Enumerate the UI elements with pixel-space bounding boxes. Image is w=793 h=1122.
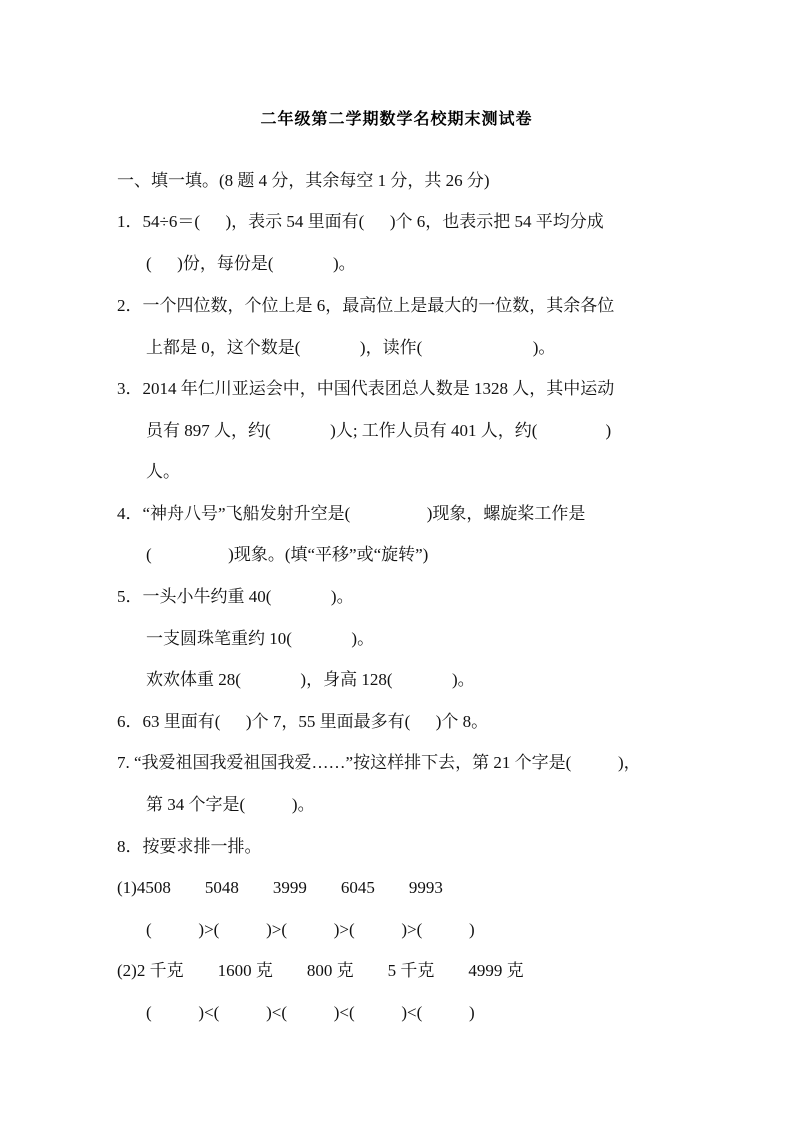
question-8-line-1: 8．按要求排一排。 [117, 837, 262, 856]
question-1-line-1: 1．54÷6＝( )，表示 54 里面有( )个 6，也表示把 54 平均分成 [117, 212, 604, 231]
question-2-line-2: 上都是 0，这个数是( )，读作( )。 [146, 338, 556, 357]
question-8-part-2-blanks: ( )<( )<( )<( )<( ) [146, 1003, 475, 1022]
question-3-line-2: 员有 897 人，约( )人; 工作人员有 401 人，约( ) [146, 421, 612, 440]
question-3-line-3: 人。 [146, 462, 180, 481]
question-7-line-2: 第 34 个字是( )。 [146, 795, 315, 814]
question-5-line-1: 5．一头小牛约重 40( )。 [117, 587, 354, 606]
question-3-line-1: 3．2014 年仁川亚运会中，中国代表团总人数是 1328 人，其中运动 [117, 379, 615, 398]
question-5-line-3: 欢欢体重 28( )，身高 128( )。 [146, 670, 475, 689]
page-title: 二年级第二学期数学名校期末测试卷 [260, 109, 533, 128]
question-7-line-1: 7. “我爱祖国我爱祖国我爱……”按这样排下去，第 21 个字是( )， [117, 753, 641, 772]
question-8-part-1-blanks: ( )>( )>( )>( )>( ) [146, 920, 475, 939]
question-4-line-1: 4．“神舟八号”飞船发射升空是( )现象，螺旋桨工作是 [117, 504, 586, 523]
question-8-part-1-numbers: (1)4508 5048 3999 6045 9993 [117, 878, 443, 897]
question-1-line-2: ( )份，每份是( )。 [146, 254, 356, 273]
question-6-line-1: 6．63 里面有( )个 7，55 里面最多有( )个 8。 [117, 712, 489, 731]
section-heading: 一、填一填。(8 题 4 分，其余每空 1 分，共 26 分) [117, 171, 490, 190]
question-8-part-2-numbers: (2)2 千克 1600 克 800 克 5 千克 4999 克 [117, 961, 524, 980]
question-2-line-1: 2．一个四位数，个位上是 6，最高位上是最大的一位数，其余各位 [117, 296, 615, 315]
question-5-line-2: 一支圆珠笔重约 10( )。 [146, 629, 375, 648]
question-4-line-2: ( )现象。(填“平移”或“旋转”) [146, 545, 429, 564]
